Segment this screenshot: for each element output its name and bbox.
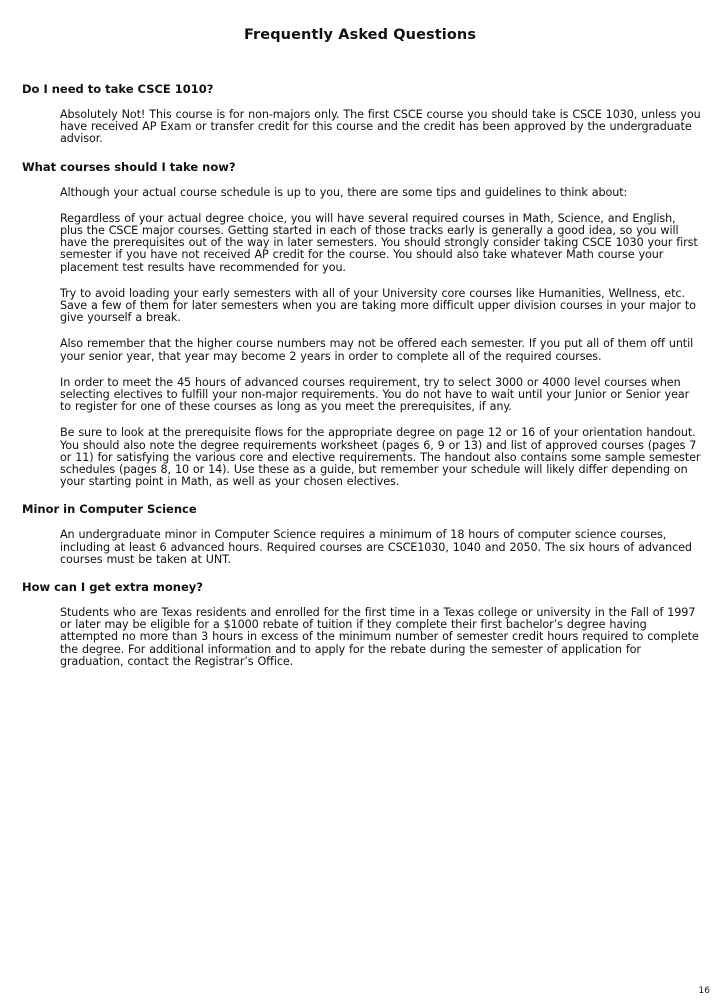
faq-question: Do I need to take CSCE 1010?	[22, 82, 214, 96]
faq-answer-paragraph: Regardless of your actual degree choice, you will have several required courses in Math, Science, and English, plus the CSCE major courses. Getting started in each of those tracks early is generally a good idea, so you will have the prerequisites out of the way in later semesters. You should strongly consider taking CSCE 1030 your first semester if you have not received AP credit for the course. You should also take whatever Math course your placement test results have recommended for you.	[60, 211, 698, 274]
page-title: Frequently Asked Questions	[243, 27, 477, 43]
faq-section-minor	[22, 502, 702, 566]
faq-content	[22, 82, 702, 682]
faq-answer-paragraph: Although your actual course schedule is up to you, there are some tips and guidelines to think about:	[60, 185, 628, 199]
page-number: 16	[698, 986, 710, 996]
faq-answer-paragraph: Try to avoid loading your early semesters with all of your University core courses like Humanities, Wellness, etc. Save a few of them for later semesters when you are taking more difficult upper division courses in your major to give yourself a break.	[60, 286, 696, 325]
faq-answer-paragraph: Absolutely Not! This course is for non-majors only. The first CSCE course you should take is CSCE 1030, unless you have received AP Exam or transfer credit for this course and the credit has been approved by the undergraduate advisor.	[60, 108, 701, 146]
faq-section-money	[22, 580, 702, 668]
faq-answer-paragraph: An undergraduate minor in Computer Science requires a minimum of 18 hours of computer science courses, including at least 6 advanced hours. Required courses are CSCE1030, 1040 and 2050. The six hours of advanced courses must be taken at UNT.	[60, 528, 692, 566]
faq-question: Minor in Computer Science	[22, 502, 197, 517]
faq-section-csce1010	[22, 82, 702, 146]
faq-answer-paragraph: Be sure to look at the prerequisite flows for the appropriate degree on page 12 or 16 of your orientation handout. You should also note the degree requirements worksheet (pages 6, 9 or 13) and list of approved courses (pages 7 or 11) for satisfying the various core and elective requirements. The handout also contains some sample semester schedules (pages 8, 10 or 14). Use these as a guide, but remember your schedule will likely differ depending on your starting point in Math, as well as your chosen electives.	[60, 426, 701, 489]
faq-answer-paragraph: Also remember that the higher course numbers may not be offered each semester. If you put all of them off until your senior year, that year may become 2 years in order to complete all of the required courses.	[60, 337, 694, 363]
faq-section-courses	[22, 160, 702, 489]
faq-question: How can I get extra money?	[22, 580, 203, 595]
faq-answer-paragraph: In order to meet the 45 hours of advanced courses requirement, try to select 3000 or 4000 level courses when selecting electives to fulfill your non-major requirements. You do not have to wait until your Junior or Senior year to register for one of these courses as long as you meet the prerequisites, if any.	[60, 375, 690, 414]
faq-answer-paragraph: Students who are Texas residents and enrolled for the first time in a Texas college or university in the Fall of 1997 or later may be eligible for a $1000 rebate of tuition if they complete their first bachelor’s degree having attempted no more than 3 hours in excess of the minimum number of semester credit hours required to complete the degree. For additional information and to apply for the rebate during the semester of application for graduation, contact the Registrar’s Office.	[60, 606, 699, 668]
faq-question: What courses should I take now?	[22, 159, 236, 174]
